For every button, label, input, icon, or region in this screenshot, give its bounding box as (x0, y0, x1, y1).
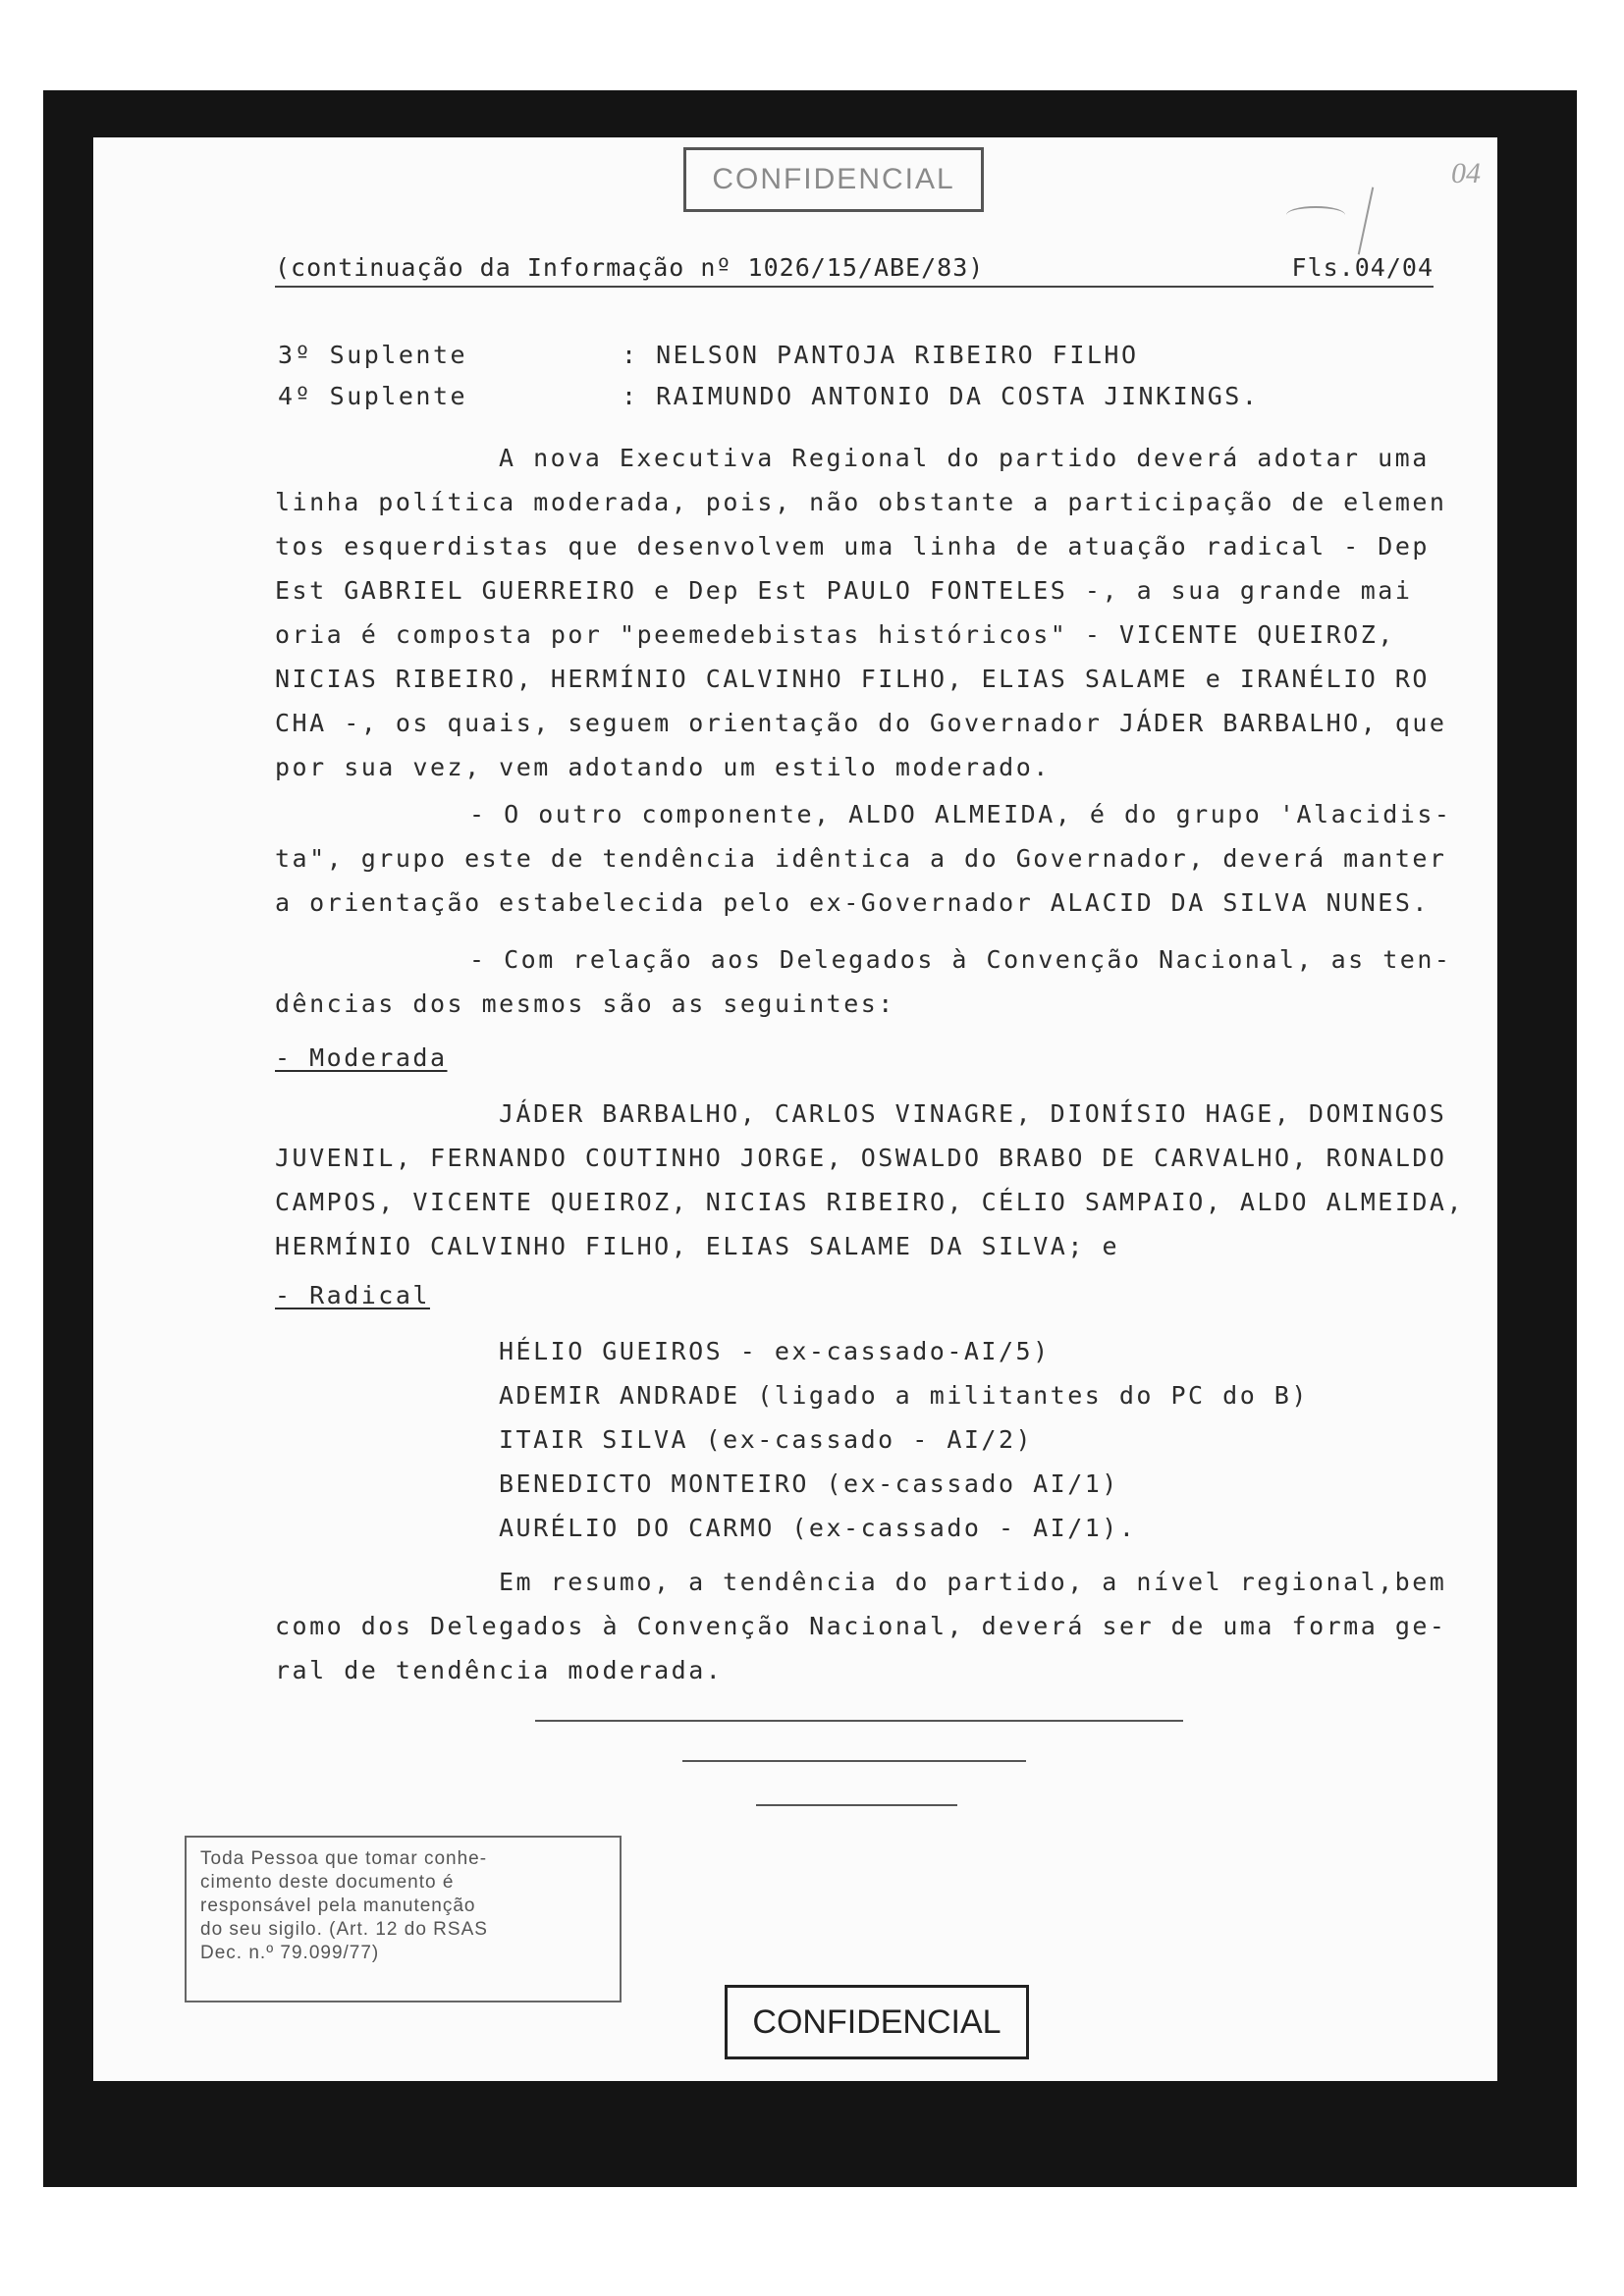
paragraph-line: a orientação estabelecida pelo ex-Governador ALACID DA SILVA NUNES. (275, 888, 1430, 917)
continuation-reference: (continuação da Informação nº 1026/15/ABE/83) (275, 253, 985, 282)
paragraph-line: NICIAS RIBEIRO, HERMÍNIO CALVINHO FILHO, ELIAS SALAME e IRANÉLIO RO (275, 665, 1430, 693)
paragraph-line: tos esquerdistas que desenvolvem uma linha de atuação radical - Dep (275, 532, 1430, 561)
paragraph-line: A nova Executiva Regional do partido deverá adotar uma (499, 444, 1430, 472)
document-header (275, 253, 1434, 288)
notice-line: Toda Pessoa que tomar conhe- (200, 1848, 488, 1869)
delegate-list-line: CAMPOS, VICENTE QUEIROZ, NICIAS RIBEIRO, CÉLIO SAMPAIO, ALDO ALMEIDA, (275, 1188, 1465, 1216)
paragraph-line: - O outro componente, ALDO ALMEIDA, é do grupo 'Alacidis- (469, 800, 1452, 828)
closing-rule (682, 1760, 1026, 1762)
suplente-name: : RAIMUNDO ANTONIO DA COSTA JINKINGS. (622, 382, 1260, 410)
delegate-list-line: HERMÍNIO CALVINHO FILHO, ELIAS SALAME DA SILVA; e (275, 1232, 1120, 1260)
handwritten-page-number: 04 (1451, 157, 1481, 189)
delegate-list-line: ITAIR SILVA (ex-cassado - AI/2) (499, 1425, 1034, 1454)
paragraph-line: dências dos mesmos são as seguintes: (275, 989, 895, 1018)
paragraph-line: ta", grupo este de tendência idêntica a do Governador, deverá manter (275, 844, 1447, 873)
paragraph-line: como dos Delegados à Convenção Nacional, deverá ser de uma forma ge- (275, 1612, 1447, 1640)
paragraph-line: CHA -, os quais, seguem orientação do Governador JÁDER BARBALHO, que (275, 709, 1447, 737)
notice-line: do seu sigilo. (Art. 12 do RSAS (200, 1919, 488, 1940)
delegate-list-line: JUVENIL, FERNANDO COUTINHO JORGE, OSWALDO BRABO DE CARVALHO, RONALDO (275, 1144, 1447, 1172)
check-mark-icon (1286, 206, 1345, 224)
paragraph-line: ral de tendência moderada. (275, 1656, 724, 1684)
paragraph-line: linha política moderada, pois, não obstante a participação de elemen (275, 488, 1447, 516)
paragraph-line: Em resumo, a tendência do partido, a nível regional,bem (499, 1568, 1447, 1596)
confidential-stamp-top: CONFIDENCIAL (683, 147, 984, 212)
section-heading-radical: - Radical (275, 1281, 430, 1309)
delegate-list-line: JÁDER BARBALHO, CARLOS VINAGRE, DIONÍSIO HAGE, DOMINGOS (499, 1099, 1447, 1128)
suplente-name: : NELSON PANTOJA RIBEIRO FILHO (622, 341, 1139, 369)
confidential-stamp-bottom: CONFIDENCIAL (725, 1985, 1029, 2059)
notice-line: Dec. n.º 79.099/77) (200, 1943, 380, 1963)
notice-line: responsável pela manutenção (200, 1896, 476, 1916)
paragraph-line: Est GABRIEL GUERREIRO e Dep Est PAULO FONTELES -, a sua grande mai (275, 576, 1413, 605)
delegate-list-line: AURÉLIO DO CARMO (ex-cassado - AI/1). (499, 1514, 1137, 1542)
delegate-list-line: HÉLIO GUEIROS - ex-cassado-AI/5) (499, 1337, 1051, 1365)
notice-line: cimento deste documento é (200, 1872, 455, 1893)
paragraph-line: - Com relação aos Delegados à Convenção Nacional, as ten- (469, 945, 1452, 974)
folio-number: Fls.04/04 (1291, 253, 1434, 282)
confidentiality-notice (185, 1836, 622, 2002)
section-heading-moderada: - Moderada (275, 1043, 448, 1072)
delegate-list-line: ADEMIR ANDRADE (ligado a militantes do PC do B) (499, 1381, 1309, 1410)
closing-rule (756, 1804, 957, 1806)
paragraph-line: por sua vez, vem adotando um estilo moderado. (275, 753, 1051, 781)
paragraph-line: oria é composta por "peemedebistas históricos" - VICENTE QUEIROZ, (275, 620, 1395, 649)
closing-rule (535, 1720, 1183, 1722)
delegate-list-line: BENEDICTO MONTEIRO (ex-cassado AI/1) (499, 1469, 1119, 1498)
suplente-label: 3º Suplente (278, 341, 468, 369)
suplente-label: 4º Suplente (278, 382, 468, 410)
